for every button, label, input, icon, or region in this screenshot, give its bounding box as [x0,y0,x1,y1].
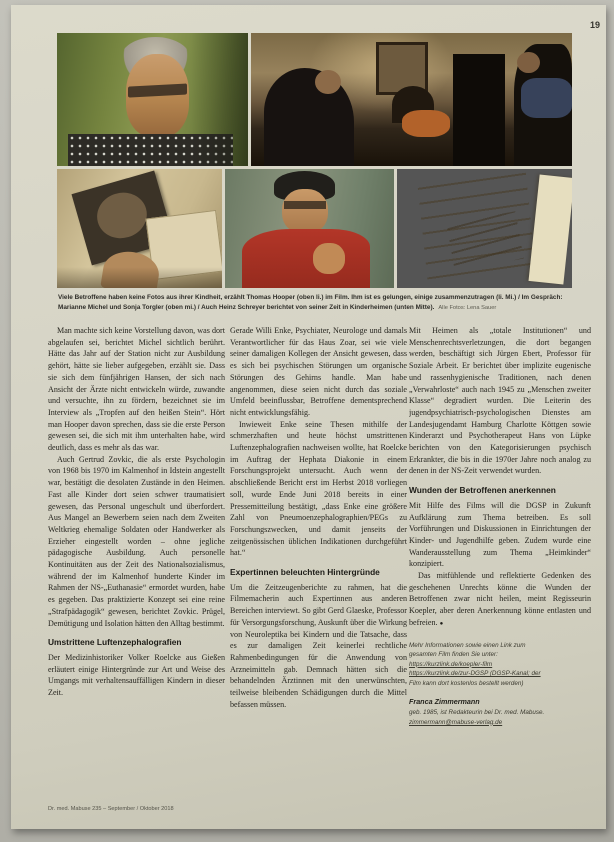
info-line: gesamten Film finden Sie unter: [409,651,498,659]
photo-shape [57,267,222,288]
photo-shape [315,70,341,94]
paper-edge-shape [528,175,572,285]
glasses-shape [284,201,326,209]
paragraph: Gerade Willi Enke, Psychiater, Neurologe und damals Verantwortlicher für das Haus Zoar, sei wie viele seiner damaligen Kollegen der Ansicht gewesen, dass es sich bei psychischen Störungen um organische Störungen des Gehirns handle. Man habe angenommen, diese seien nicht durch das soziale Umfeld beeinflussbar, Betroffene dementsprechend nicht entwicklungsfähig. [230,326,407,417]
paragraph: Der Medizinhistoriker Volker Roelcke aus Gießen erläutert einige Hintergründe zur Art und Weise des Umgangs mit verhaltensauffälligen Kindern in dieser Zeit. [48,652,225,698]
photo-old-photographs [57,169,222,288]
photo-shape [191,33,248,166]
caption-text: Viele Betroffene haben keine Fotos aus ihrer Kindheit, erzählt Thomas Hooper (oben li.) im Film. Ihm ist es gelungen, einige zusammenzutragen (li. Mi.) / Im Gespräch: Marianne Michel und Sonja Torgler (oben mi.) / Auch Heinz Schreyer berichtet von seiner Zeit in Kinderheimen (unten Mitte). [58,294,563,312]
subheading-luftenzephalografien: Umstrittene Luftenzephalografien [48,637,182,648]
photo-shape [402,110,450,137]
hand-shape [313,243,345,274]
info-link: https://kurzlink.de/koepler-film [409,660,493,668]
info-line: Film kann dort kostenlos bestellt werden) [409,679,524,687]
red-shirt-shape [242,229,370,289]
more-info-box [409,641,591,689]
info-link: https://kurzlink.de/zur-DGSP (DGSP-Kanal; der [409,670,541,678]
photo-man-portrait-glasses [57,33,248,166]
page-number: 19 [590,20,601,30]
paragraph: Um die Zeitzeugenberichte zu rahmen, hat die Filmemacherin auch Expertinnen aus anderen Bereichen interviewt. So gibt Gerd Glaeske, Professor für Versorgungsforschung, Auskunft über die Wirkung von Neuroleptika bei Kindern und die Tatsache, dass es zur damaligen Zeit keinerlei rechtliche Rahmenbedingungen für die Anwendung von Arzneimitteln gab. Demnach hätten sich die behandelnden Ärztinnen mit den unerwünschten, teilweise bleibenden Schädigungen durch die Mittel befassen müssen. [230,582,407,709]
subheading-wunden: Wunden der Betroffenen anerkennen [409,485,556,496]
photo-shape [517,52,539,73]
subheading-expertinnen: Expertinnen beleuchten Hintergründe [230,567,380,578]
article-column-1 [48,325,225,799]
author-block [409,696,591,727]
photo-shape [521,78,572,118]
info-line: Mehr Informationen sowie einen Link zum [409,641,526,649]
article-column-3 [409,325,591,799]
photo-caption [58,293,572,314]
paragraph: Inwieweit Enke seine Thesen mithilfe der schmerzhaften und heute höchst umstrittenen Luftenzephalografien nachweisen wollte, hat Roelcke im Auftrag der Hephata Diakonie in einem Forschungsprojekt untersucht. Auch wenn der abschließende Bericht erst im Herbst 2018 vorliegen soll, wurde Ende Juni 2018 bereits in einer Pressemitteilung bestätigt, „dass Enke eine größere Zahl von Pneumoenzephalographien/PEGs zu Forschungszwecken, und damit jenseits der zeitgenössischen üblichen Indikationen durchgeführt hat.“ [230,419,407,558]
paragraph [409,570,591,631]
paragraph: Mit Hilfe des Films will die DGSP in Zukunft Aufklärung zum Thema betreiben. Es soll Vorführungen und Diskussionen in Einrichtungen der Kinder- und Jugendhilfe geben. Zudem wurde eine Wanderausstellung zum Thema „Heimkinder“ konzipiert. [409,500,591,569]
author-name: Franca Zimmermann [409,697,480,707]
photo-shape [282,189,328,234]
article-column-2 [230,325,407,799]
photo-interview-room [251,33,572,166]
camera-equipment-shape [453,54,504,166]
author-bio: geb. 1985, ist Redakteurin bei Dr. med. Mabuse. [409,709,545,717]
paragraph: Auch Gertrud Zovkic, die als erste Psychologin von 1968 bis 1970 im Kalmenhof in Idstein angestellt war, bestätigt die desolaten Zustände in den Heimen. Fast alle Kinder dort seien schwer traumatisiert gewesen, das Personal ungeschult und überfordert. Aus Mangel an Bewerbern seien nach dem Zweiten Weltkrieg ehemalige Soldaten oder Handwerker als Erzieher eingestellt worden – ohne jegliche pädagogische Ausbildung. Auch personelle Kontinuitäten aus der Zeit des Nationalsozialismus, während der im Kalmenhof hunderte Kinder im Rahmen der NS-„Euthanasie“ ermordet wurden, habe es gegeben. Das praktizierte Konzept sei eine reine „Strafpädagogik“ gewesen, berichtet Zovkic. Prügel, Demütigung und Isolation hätten den Alltag bestimmt. [48,454,225,628]
photo-man-red-shirt-cap [225,169,394,288]
journal-footer: Dr. med. Mabuse 235 – September / Oktober 2018 [48,806,174,812]
paragraph-text: Das mitfühlende und reflektierte Gedenken des geschehenen Unrechts könne die Wunden der Betroffenen zwar nicht heilen, meint Regisseurin Koepler, aber deren Anerkennung könne entlasten und befreien. [409,571,591,627]
article-end-mark: ● [439,620,444,627]
photo-credit: Alle Fotos: Lena Sauer [438,305,497,312]
paragraph: Mit Heimen als „totale Institutionen“ und Menschenrechtsverletzungen, die dort begangen werden, beschäftigt sich Jürgen Ebert, Professor für Soziale Arbeit. Er berichtet über implizite eugenische und rassenhygienische Traditionen, nach denen „Verwahrloste“ auch nach 1945 zu „Menschen zweiter Klasse“ degradiert wurden. Die Leiterin des jugendpsychiatrisch-psychologischen Dienstes am Landesjugendamt Hamburg Charlotte Köttgen sowie Kinderarzt und Psychotherapeut Hans von Lüpke berichten von den Kategorisierungen psychisch Erkrankter, die bis in die 1970er Jahre noch analog zu denen in der NS-Zeit verwendet wurden. [409,326,591,476]
author-email: zimmermann@mabuse-verlag.de [409,718,503,726]
paragraph: Man machte sich keine Vorstellung davon, was dort abgelaufen sei, berichtet Michel sichtlich berührt. Hätte das Jahr auf der Station nicht zur Ausbildung gehört, hätte sie lieber aufgegeben, erzählt sie. Dass sie sich dem fünfjährigen Hansen, der sich nach Ansicht der Ärzte nicht entwickeln würde, zuwandte und versuchte, ihn zu fördern, bezeichnet sie im Interview als „Tropfen auf den heißen Stein“. Hört man Hooper davon sprechen, dass sie die erste Person gewesen sei, die sich mit ihm unterhalten habe, wird deutlich, dass es mehr als das war. [48,326,225,453]
photo-handwritten-documents [397,169,572,288]
